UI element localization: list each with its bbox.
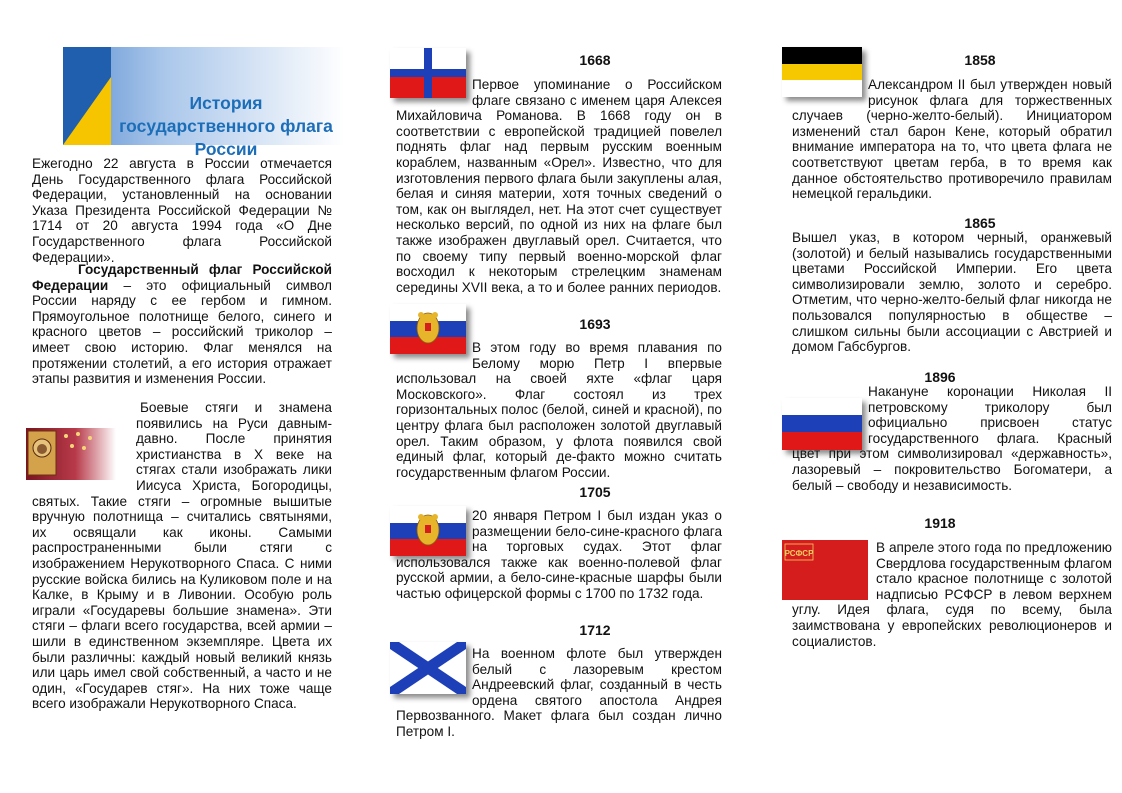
spacer-1705 xyxy=(396,508,472,554)
year-1858: 1858 xyxy=(964,52,996,68)
page-title: История государственного флага России xyxy=(119,93,333,159)
text-1865: Вышел указ, в котором черный, оранжевый (золотой) и белый назывались государственными цветами Российской Империи. Его цвета символизировали землю, золото и серебро. Отметим, что черно-желто-белый флаг никогда не пользовался популярностью в обществе – слишком сильны были ассоциации с Австрией и домом Габсбургов. xyxy=(792,230,1112,355)
text-1896-body: Накануне коронации Николая II петровскому триколору был официально присвоен статус государственного флага. Красный цвет при этом символизировал «державность», лазоревый – покровительство Богоматери, а белый – свободу и независимость. xyxy=(792,384,1112,493)
definition-rest: – это официальный символ России наряду с ее гербом и гимном. Прямоугольное полотнище белого, синего и красного цветов – российский триколор – имеет свою историю. Флаг менялся на протяжении столетий, а его история отражает этапы развития и изменения России. xyxy=(32,277,332,387)
text-1705 xyxy=(396,508,722,602)
text-1858-body: Александром II был утвержден новый рисунок флага для торжественных случаев (черно-желто-белый). Инициатором изменений стал барон Кене, который обратил внимание императора на то, что цвета флага не соответствуют цветам герба, в то время как данное обстоятельство противоречило правилам немецкой геральдики. xyxy=(792,77,1112,202)
spacer-1918 xyxy=(792,540,876,602)
text-1896 xyxy=(792,384,1112,493)
definition-bold: Государственный флаг Российской Федерации xyxy=(32,262,332,293)
text-1712-body: На военном флоте был утвержден белый с лазоревым крестом Андреевский флаг, созданный в честь ордена святого апостола Андрея Первозванного. Макет флага был создан лично Петром I. xyxy=(396,646,722,739)
year-1693: 1693 xyxy=(579,316,611,332)
text-1705-body: 20 января Петром I был издан указ о размещении бело-сине-красного флага на торговых судах. Этот флаг использовался также как военно-полевой флаг русской армии, а бело-сине-красные шарфы были частью офицерской формы с 1700 по 1732 года. xyxy=(396,508,722,601)
spas-banner-icon xyxy=(26,428,116,480)
definition-paragraph xyxy=(32,262,332,387)
year-1896: 1896 xyxy=(924,369,956,385)
banner-flag xyxy=(26,428,116,480)
text-1693-body: В этом году во время плавания по Белому морю Петр I впервые использовал на своей яхте «флаг царя Московского». Флаг состоял из трех горизонтальных полос (белой, синей и красной), по центру флага был расположен золотой двуглавый орел. Таким образом, у флота появился свой единый флаг, который де-факто можно считать государственным флагом России. xyxy=(396,340,722,480)
banners-text: Боевые стяги и знамена появились на Руси давным-давно. После принятия христианства в X веке на стягах стали изображать лики Иисуса Христа, Богородицы, святых. Такие стяги – огромные вышитые вручную полотнища – считались святынями, их освящали как иконы. Самыми распространенными были стяги с изображением Нерукотворного Спаса. С ними русские войска бились на Куликовом поле и на Калке, в Крыму и в Ливонии. Особую роль играли «Государевы большие знамена». Эти стяги – флаги всего государства, всей армии – шили в единственном экземпляре. Цвета их были различны: каждый новый великий князь или царь имел свой собственный, а часто и не один, «Государев стяг». На них тоже чаще всего изображали Нерукотворного Спаса. xyxy=(32,400,332,712)
text-1693 xyxy=(396,340,722,480)
year-1865: 1865 xyxy=(964,215,996,231)
text-1712 xyxy=(396,646,722,740)
spacer-1668 xyxy=(396,77,472,107)
spacer-1896 xyxy=(792,384,868,446)
year-1918: 1918 xyxy=(924,515,956,531)
year-1668: 1668 xyxy=(579,52,611,68)
spacer-1693 xyxy=(396,340,472,370)
spacer-1712 xyxy=(396,646,472,708)
text-1918-body: В апреле этого года по предложению Свердлова государственным флагом стало красное полотнище с золотой надписью РСФСР в левом верхнем углу. Идея флага, судя по всему, была заимствована у европейских революционеров и социалистов. xyxy=(792,540,1112,649)
text-1918 xyxy=(792,540,1112,649)
intro-paragraph: Ежегодно 22 августа в России отмечается День Государственного флага Российской Федерации, установленный на основании Указа Президента Российской Федерации № 1714 от 20 августа 1994 года «О Дне Государственного флага Российской Федерации». xyxy=(32,156,332,265)
rsfsr-label: РСФСР xyxy=(784,549,814,558)
year-1705: 1705 xyxy=(579,484,611,500)
text-1858 xyxy=(792,77,1112,202)
text-1668-body: Первое упоминание о Российском флаге связано с именем царя Алексея Михайловича Романова. В 1668 году он в соответствии с европейской традицией повелел поднять флаг над первым русским военным кораблем, названным «Орел». Известно, что для изготовления первого флага были закуплены алая, белая и синяя материи, хотя точных сведений о том, как он выглядел, нет. На этот счет существует несколько версий, по одной из них на флаге был также изображен двуглавый орел. Считается, что по своему типу первый военно-морской флаг восходил к некоторым стрелецким знаменам середины XVII века, а то и более ранних периодов. xyxy=(396,77,722,295)
year-1712: 1712 xyxy=(579,622,611,638)
spacer-1858 xyxy=(792,77,868,107)
text-1668 xyxy=(396,77,722,295)
